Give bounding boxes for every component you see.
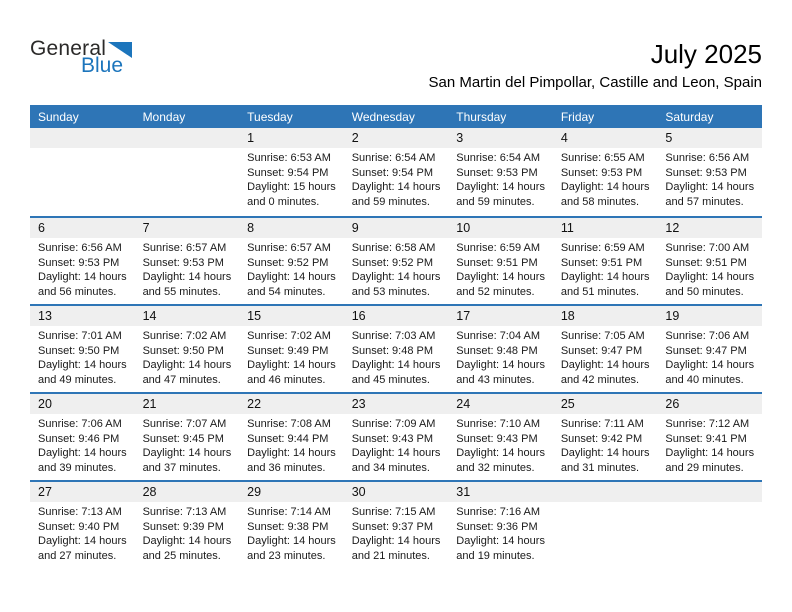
sunset-text: Sunset: 9:54 PM xyxy=(351,166,434,179)
day-cell xyxy=(239,326,344,387)
empty-day-cell xyxy=(135,148,240,209)
daylight-hours-text: Daylight: 14 hours xyxy=(247,359,336,372)
sunrise-text: Sunrise: 7:01 AM xyxy=(38,330,122,342)
sunrise-text: Sunrise: 7:09 AM xyxy=(351,418,436,430)
daylight-minutes-text: and 40 minutes. xyxy=(665,373,744,386)
week-row xyxy=(30,480,762,568)
day-cell xyxy=(344,414,449,475)
day-number-band xyxy=(30,394,762,414)
sunset-text: Sunset: 9:48 PM xyxy=(456,344,538,357)
sunrise-text: Sunrise: 6:54 AM xyxy=(351,152,436,164)
day-cell xyxy=(30,502,135,563)
sunset-text: Sunset: 9:50 PM xyxy=(38,344,120,357)
day-number: 27 xyxy=(38,485,52,499)
week-row xyxy=(30,216,762,304)
day-cell xyxy=(135,326,240,387)
day-number: 4 xyxy=(560,131,568,145)
daylight-hours-text: Daylight: 14 hours xyxy=(456,535,545,548)
daylight-hours-text: Daylight: 14 hours xyxy=(351,181,441,194)
sunset-text: Sunset: 9:53 PM xyxy=(142,256,224,269)
day-number: 15 xyxy=(247,309,262,323)
day-number-band xyxy=(30,128,762,148)
day-number: 26 xyxy=(665,397,680,411)
daylight-hours-text: Daylight: 14 hours xyxy=(351,359,441,372)
sunrise-text: Sunrise: 7:03 AM xyxy=(351,330,436,342)
day-number: 3 xyxy=(456,131,464,145)
daylight-hours-text: Daylight: 14 hours xyxy=(351,447,441,460)
calendar-weeks xyxy=(30,128,762,568)
day-number-band xyxy=(30,218,762,238)
day-number: 10 xyxy=(456,221,471,235)
day-cell xyxy=(30,326,135,387)
sunset-text: Sunset: 9:43 PM xyxy=(456,432,538,445)
weekday-label: Saturday xyxy=(665,109,714,124)
day-number: 11 xyxy=(560,221,574,235)
daylight-minutes-text: and 21 minutes. xyxy=(351,549,430,562)
empty-day-cell xyxy=(553,502,658,563)
sunrise-text: Sunrise: 7:06 AM xyxy=(38,418,122,430)
sunset-text: Sunset: 9:43 PM xyxy=(351,432,434,445)
sunset-text: Sunset: 9:47 PM xyxy=(560,344,643,357)
day-number: 17 xyxy=(456,309,471,323)
logo-word-blue: Blue xyxy=(81,54,124,77)
daylight-hours-text: Daylight: 14 hours xyxy=(560,359,650,372)
sunset-text: Sunset: 9:54 PM xyxy=(247,166,329,179)
daylight-minutes-text: and 59 minutes. xyxy=(456,195,535,208)
sunset-text: Sunset: 9:42 PM xyxy=(560,432,643,445)
daylight-hours-text: Daylight: 14 hours xyxy=(142,447,232,460)
day-number: 8 xyxy=(247,221,255,235)
daylight-hours-text: Daylight: 14 hours xyxy=(351,535,441,548)
sunset-text: Sunset: 9:46 PM xyxy=(38,432,120,445)
title-block xyxy=(428,38,762,91)
sunrise-text: Sunrise: 6:59 AM xyxy=(560,242,645,254)
sunset-text: Sunset: 9:40 PM xyxy=(38,520,120,533)
week-row xyxy=(30,392,762,480)
day-cell xyxy=(553,238,658,299)
sunrise-text: Sunrise: 7:16 AM xyxy=(456,506,541,518)
sunrise-text: Sunrise: 7:15 AM xyxy=(351,506,436,518)
daylight-hours-text: Daylight: 15 hours xyxy=(247,181,336,194)
sunrise-text: Sunrise: 7:13 AM xyxy=(142,506,227,518)
sunset-text: Sunset: 9:52 PM xyxy=(351,256,434,269)
sunset-text: Sunset: 9:41 PM xyxy=(665,432,747,445)
daylight-minutes-text: and 25 minutes. xyxy=(142,549,221,562)
daylight-minutes-text: and 37 minutes. xyxy=(142,461,221,474)
day-cell xyxy=(657,148,762,209)
sunrise-text: Sunrise: 6:53 AM xyxy=(247,152,331,164)
day-cell xyxy=(344,148,449,209)
weekday-label: Tuesday xyxy=(247,109,293,124)
sunset-text: Sunset: 9:36 PM xyxy=(456,520,538,533)
daylight-minutes-text: and 27 minutes. xyxy=(38,549,117,562)
daylight-minutes-text: and 54 minutes. xyxy=(247,285,326,298)
daylight-minutes-text: and 57 minutes. xyxy=(665,195,744,208)
day-number: 23 xyxy=(351,397,366,411)
daylight-hours-text: Daylight: 14 hours xyxy=(456,271,545,284)
sunset-text: Sunset: 9:39 PM xyxy=(142,520,224,533)
daylight-minutes-text: and 0 minutes. xyxy=(247,195,320,208)
day-number: 16 xyxy=(351,309,366,323)
daylight-hours-text: Daylight: 14 hours xyxy=(665,359,755,372)
day-content-row xyxy=(30,326,762,387)
daylight-minutes-text: and 51 minutes. xyxy=(560,285,640,298)
day-number: 13 xyxy=(38,309,52,323)
sunset-text: Sunset: 9:49 PM xyxy=(247,344,329,357)
daylight-minutes-text: and 55 minutes. xyxy=(142,285,221,298)
daylight-minutes-text: and 53 minutes. xyxy=(351,285,430,298)
sunset-text: Sunset: 9:53 PM xyxy=(560,166,643,179)
day-number: 22 xyxy=(247,397,262,411)
daylight-minutes-text: and 47 minutes. xyxy=(142,373,221,386)
daylight-hours-text: Daylight: 14 hours xyxy=(247,447,336,460)
sunrise-text: Sunrise: 7:02 AM xyxy=(142,330,227,342)
day-cell xyxy=(239,238,344,299)
day-cell xyxy=(344,326,449,387)
daylight-minutes-text: and 43 minutes. xyxy=(456,373,535,386)
daylight-minutes-text: and 59 minutes. xyxy=(351,195,430,208)
sunrise-text: Sunrise: 6:56 AM xyxy=(665,152,750,164)
daylight-hours-text: Daylight: 14 hours xyxy=(560,271,650,284)
daylight-hours-text: Daylight: 14 hours xyxy=(665,271,755,284)
sunset-text: Sunset: 9:53 PM xyxy=(38,256,120,269)
day-number: 31 xyxy=(456,485,471,499)
calendar-table xyxy=(30,105,762,568)
daylight-hours-text: Daylight: 14 hours xyxy=(456,447,545,460)
weekday-label: Friday xyxy=(560,109,595,124)
sunrise-text: Sunrise: 6:54 AM xyxy=(456,152,541,164)
day-cell xyxy=(239,148,344,209)
day-number: 20 xyxy=(38,397,52,411)
daylight-hours-text: Daylight: 14 hours xyxy=(247,271,336,284)
daylight-minutes-text: and 36 minutes. xyxy=(247,461,326,474)
daylight-minutes-text: and 19 minutes. xyxy=(456,549,535,562)
day-cell xyxy=(30,238,135,299)
weekday-label: Sunday xyxy=(38,109,79,124)
sunset-text: Sunset: 9:37 PM xyxy=(351,520,434,533)
weekday-label: Wednesday xyxy=(351,109,415,124)
sunset-text: Sunset: 9:51 PM xyxy=(665,256,747,269)
week-row xyxy=(30,304,762,392)
sunrise-text: Sunrise: 7:00 AM xyxy=(665,242,750,254)
day-cell xyxy=(135,414,240,475)
daylight-hours-text: Daylight: 14 hours xyxy=(38,359,127,372)
daylight-hours-text: Daylight: 14 hours xyxy=(560,181,650,194)
sunset-text: Sunset: 9:52 PM xyxy=(247,256,329,269)
daylight-hours-text: Daylight: 14 hours xyxy=(456,181,545,194)
week-row xyxy=(30,128,762,216)
sunrise-text: Sunrise: 7:11 AM xyxy=(560,418,644,430)
daylight-hours-text: Daylight: 14 hours xyxy=(665,181,755,194)
day-cell xyxy=(135,502,240,563)
sunrise-text: Sunrise: 6:57 AM xyxy=(247,242,331,254)
daylight-minutes-text: and 29 minutes. xyxy=(665,461,744,474)
day-number: 25 xyxy=(560,397,575,411)
daylight-minutes-text: and 23 minutes. xyxy=(247,549,326,562)
day-cell xyxy=(239,502,344,563)
day-number: 5 xyxy=(665,131,673,145)
daylight-hours-text: Daylight: 14 hours xyxy=(142,535,232,548)
daylight-minutes-text: and 42 minutes. xyxy=(560,373,640,386)
sunset-text: Sunset: 9:48 PM xyxy=(351,344,434,357)
daylight-minutes-text: and 50 minutes. xyxy=(665,285,744,298)
daylight-minutes-text: and 34 minutes. xyxy=(351,461,430,474)
empty-day-cell xyxy=(657,502,762,563)
sunset-text: Sunset: 9:45 PM xyxy=(142,432,224,445)
day-content-row xyxy=(30,414,762,475)
day-number: 14 xyxy=(142,309,157,323)
daylight-minutes-text: and 49 minutes. xyxy=(38,373,117,386)
day-cell xyxy=(657,238,762,299)
sunrise-text: Sunrise: 7:13 AM xyxy=(38,506,122,518)
daylight-hours-text: Daylight: 14 hours xyxy=(665,447,755,460)
sunset-text: Sunset: 9:47 PM xyxy=(665,344,747,357)
sunset-text: Sunset: 9:53 PM xyxy=(665,166,747,179)
day-cell xyxy=(448,148,553,209)
day-cell xyxy=(344,502,449,563)
day-content-row xyxy=(30,238,762,299)
day-cell xyxy=(448,502,553,563)
sunset-text: Sunset: 9:53 PM xyxy=(456,166,538,179)
general-blue-logo xyxy=(30,38,132,76)
weekday-label: Thursday xyxy=(456,109,507,124)
daylight-hours-text: Daylight: 14 hours xyxy=(560,447,650,460)
day-number: 28 xyxy=(142,485,157,499)
day-cell xyxy=(344,238,449,299)
daylight-minutes-text: and 45 minutes. xyxy=(351,373,430,386)
daylight-minutes-text: and 46 minutes. xyxy=(247,373,326,386)
day-number-band xyxy=(30,306,762,326)
weekday-header-row xyxy=(30,105,762,128)
daylight-minutes-text: and 39 minutes. xyxy=(38,461,117,474)
daylight-hours-text: Daylight: 14 hours xyxy=(456,359,545,372)
day-cell xyxy=(448,414,553,475)
sunrise-text: Sunrise: 6:57 AM xyxy=(142,242,227,254)
page-header xyxy=(30,0,762,105)
sunrise-text: Sunrise: 7:10 AM xyxy=(456,418,541,430)
sunrise-text: Sunrise: 7:14 AM xyxy=(247,506,331,518)
day-number-band xyxy=(30,482,762,502)
daylight-hours-text: Daylight: 14 hours xyxy=(142,359,232,372)
sunrise-text: Sunrise: 6:55 AM xyxy=(560,152,645,164)
sunrise-text: Sunrise: 7:08 AM xyxy=(247,418,331,430)
sunrise-text: Sunrise: 7:05 AM xyxy=(560,330,645,342)
weekday-label: Monday xyxy=(142,109,186,124)
month-title: July 2025 xyxy=(650,39,762,69)
daylight-minutes-text: and 31 minutes. xyxy=(560,461,640,474)
sunrise-text: Sunrise: 7:06 AM xyxy=(665,330,750,342)
daylight-hours-text: Daylight: 14 hours xyxy=(142,271,232,284)
day-number: 21 xyxy=(142,397,157,411)
day-number: 19 xyxy=(665,309,680,323)
day-cell xyxy=(553,414,658,475)
day-number: 30 xyxy=(351,485,366,499)
empty-day-cell xyxy=(30,148,135,209)
day-number: 2 xyxy=(351,131,359,145)
daylight-minutes-text: and 58 minutes. xyxy=(560,195,640,208)
location-subtitle: San Martin del Pimpollar, Castille and Leon, Spain xyxy=(428,73,762,91)
calendar-page xyxy=(30,0,762,612)
sunrise-text: Sunrise: 6:56 AM xyxy=(38,242,122,254)
day-number: 29 xyxy=(247,485,262,499)
day-number: 9 xyxy=(351,221,359,235)
daylight-minutes-text: and 52 minutes. xyxy=(456,285,535,298)
sunrise-text: Sunrise: 7:07 AM xyxy=(142,418,227,430)
sunrise-text: Sunrise: 7:12 AM xyxy=(665,418,750,430)
day-cell xyxy=(657,326,762,387)
daylight-hours-text: Daylight: 14 hours xyxy=(38,447,127,460)
sunrise-text: Sunrise: 7:02 AM xyxy=(247,330,331,342)
daylight-hours-text: Daylight: 14 hours xyxy=(351,271,441,284)
sunrise-text: Sunrise: 6:58 AM xyxy=(351,242,436,254)
sunset-text: Sunset: 9:44 PM xyxy=(247,432,329,445)
day-number: 12 xyxy=(665,221,680,235)
sunset-text: Sunset: 9:38 PM xyxy=(247,520,329,533)
day-cell xyxy=(30,414,135,475)
daylight-minutes-text: and 32 minutes. xyxy=(456,461,535,474)
sunset-text: Sunset: 9:51 PM xyxy=(560,256,643,269)
day-number: 18 xyxy=(560,309,575,323)
sunset-text: Sunset: 9:51 PM xyxy=(456,256,538,269)
day-number: 7 xyxy=(142,221,150,235)
daylight-hours-text: Daylight: 14 hours xyxy=(247,535,336,548)
daylight-hours-text: Daylight: 14 hours xyxy=(38,535,127,548)
sunrise-text: Sunrise: 6:59 AM xyxy=(456,242,541,254)
logo-word-general: General xyxy=(30,37,107,60)
day-cell xyxy=(448,326,553,387)
day-cell xyxy=(135,238,240,299)
day-cell xyxy=(553,148,658,209)
day-cell xyxy=(448,238,553,299)
day-cell xyxy=(553,326,658,387)
sunset-text: Sunset: 9:50 PM xyxy=(142,344,224,357)
day-number: 6 xyxy=(38,221,45,235)
day-number: 1 xyxy=(247,131,255,145)
day-number: 24 xyxy=(456,397,471,411)
day-cell xyxy=(239,414,344,475)
day-content-row xyxy=(30,502,762,563)
daylight-minutes-text: and 56 minutes. xyxy=(38,285,117,298)
sunrise-text: Sunrise: 7:04 AM xyxy=(456,330,541,342)
daylight-hours-text: Daylight: 14 hours xyxy=(38,271,127,284)
day-content-row xyxy=(30,148,762,209)
day-cell xyxy=(657,414,762,475)
